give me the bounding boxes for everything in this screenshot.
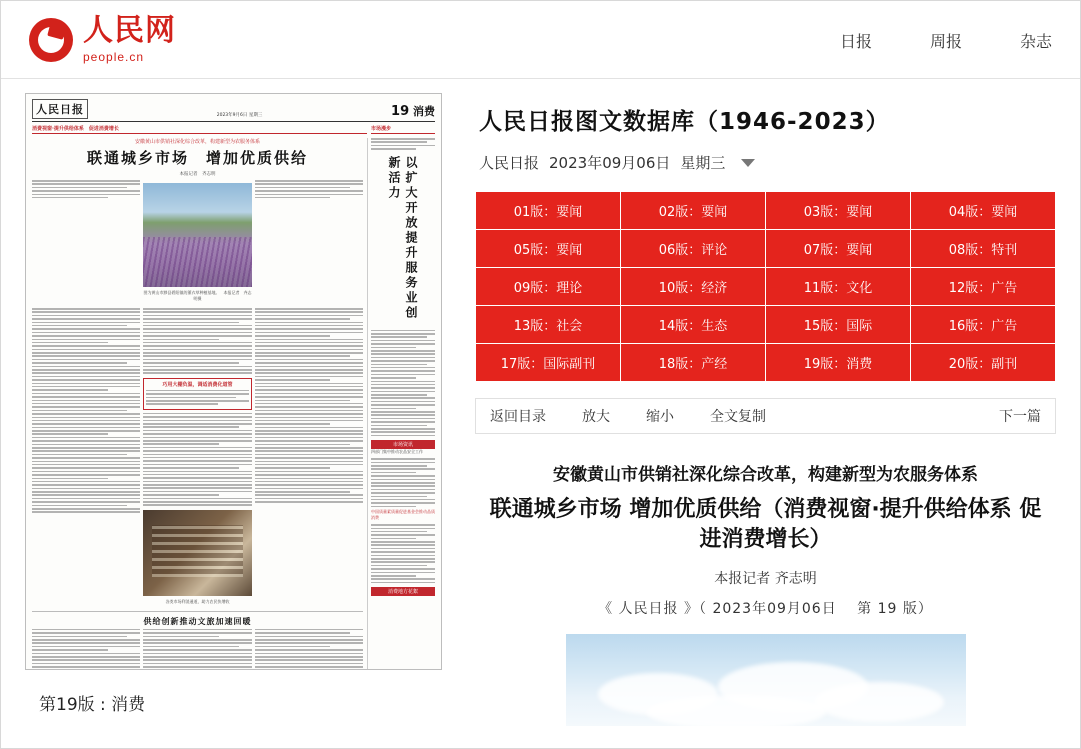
newspaper-text-block [32,180,140,305]
paper-name: 人民日报 [479,154,540,172]
nav-item-magazine[interactable]: 杂志 [1019,31,1052,51]
article-source: 《 人民日报 》（ 2023年09月06日 第 19 版） [598,601,933,618]
brand-text [83,13,176,64]
newspaper-sidebox [143,378,251,410]
newspaper-byline: 本报记者 齐志明 [179,172,216,177]
page-link-03[interactable]: 03版：要闻 [766,192,911,230]
brand-name-en: people.cn [83,50,145,64]
masthead-date: 2023年9月6日 星期三 [216,113,263,118]
page-link-20[interactable]: 20版：副刊 [911,344,1056,382]
database-pane [453,79,1080,748]
page-link-02[interactable]: 02版：要闻 [621,192,766,230]
table-row [476,268,1056,306]
newspaper-side-column [367,138,435,670]
next-article-button[interactable]: 下一篇 [999,409,1041,425]
page-link-01[interactable]: 01版：要闻 [476,192,621,230]
site-logo[interactable] [29,13,176,64]
newspaper-footer-note: 中国质量素质量促进基金会推动品质消费 [371,509,435,521]
issue-date: 2023年09月06日 [549,154,671,172]
newspaper-text-block [146,390,248,405]
page-link-07[interactable]: 07版：要闻 [766,230,911,268]
masthead-page-number [391,103,435,119]
newspaper-sidebox-title: 巧用大棚负温，调适消费化道管 [162,381,233,388]
newspaper-pane [1,79,453,748]
newspaper-second-column [143,308,251,608]
article-author: 本报记者 齐志明 [714,571,817,588]
cloud-shape [814,682,944,722]
newspaper-secondary-photo [143,510,251,596]
article-toolbar [475,398,1056,434]
article-title: 联通城乡市场 增加优质供给（消费视窗·提升供给体系 促进消费增长） [489,497,1042,552]
page-link-06[interactable]: 06版：评论 [621,230,766,268]
page-link-19[interactable]: 19版：消费 [766,344,911,382]
page-link-10[interactable]: 10版：经济 [621,268,766,306]
newspaper-divider [32,611,363,612]
newspaper-lede-columns [32,180,363,305]
page-title: 人民日报图文数据库（1946-2023） [479,109,890,135]
page-link-17[interactable]: 17版：国际副刊 [476,344,621,382]
newspaper-subhead: 供给创新推动文旅加速回暖 [143,616,252,626]
newspaper-secondary-photo-caption: 各类市场利消通道，助力农民快增收 [165,598,230,604]
page-link-11[interactable]: 11版：文化 [766,268,911,306]
newspaper-text-block [371,330,435,437]
table-row [476,306,1056,344]
copy-full-text-button[interactable]: 全文复制 [710,409,766,425]
newspaper-text-block [143,629,251,670]
newspaper-headline: 联通城乡市场 增加优质供给 [86,149,308,167]
newspaper-columns [32,138,435,670]
page-link-15[interactable]: 15版：国际 [766,306,911,344]
page-link-12[interactable]: 12版：广告 [911,268,1056,306]
page-link-16[interactable]: 16版：广告 [911,306,1056,344]
newspaper-photo-caption: 图为黄山市黟县碧阳镇的薰衣草种植基地。 本报记者 齐志明摄 [143,290,252,301]
newspaper-bottom-columns [32,629,363,670]
page-link-09[interactable]: 09版：理论 [476,268,621,306]
brand-name-cn: 人民网 [83,13,176,48]
newspaper-masthead [32,99,435,122]
band-right-label: 市场漫步 [371,125,435,134]
table-row [476,344,1056,382]
newspaper-kicker: 安徽黄山市供销社深化综合改革，构建新型为农服务体系 [134,139,260,145]
page-link-18[interactable]: 18版：产经 [621,344,766,382]
newspaper-text-block [143,413,251,506]
top-navigation [840,1,1052,79]
newspaper-text-block [255,629,363,670]
date-selector[interactable] [479,152,1056,173]
newspaper-text-block [255,308,363,608]
newspaper-bottom-bar: 消费地方花絮 [371,587,435,596]
chevron-down-icon[interactable] [741,159,755,167]
article-kicker: 安徽黄山市供销社深化综合改革，构建新型为农服务体系 [553,465,978,485]
masthead-title: 人民日报 [32,99,88,119]
newspaper-page-image[interactable] [25,93,442,670]
newspaper-text-block [143,308,251,374]
back-to-index-button[interactable]: 返回目录 [490,409,546,425]
newspaper-text-block [32,308,140,608]
nav-item-daily[interactable]: 日报 [839,31,872,51]
zoom-out-button[interactable]: 缩小 [646,409,674,425]
newspaper-market-news-item: 四部门集中推动农品安全工作 [371,449,423,455]
newspaper-text-block [255,180,363,305]
site-header [1,1,1080,79]
page-link-04[interactable]: 04版：要闻 [911,192,1056,230]
newspaper-text-block [371,524,435,583]
masthead-page-section: 消费 [412,105,435,118]
newspaper-body-columns [32,308,363,608]
content-area [1,79,1080,748]
page-link-08[interactable]: 08版：特刊 [911,230,1056,268]
page-link-13[interactable]: 13版：社会 [476,306,621,344]
zoom-in-button[interactable]: 放大 [582,409,610,425]
newspaper-photo-block [143,180,251,305]
nav-item-weekly[interactable]: 周报 [929,31,962,51]
page-link-05[interactable]: 05版：要闻 [476,230,621,268]
article-photo [566,634,966,726]
newspaper-text-block [371,138,435,150]
newspaper-vertical-title: 以扩大开放提升服务业创新活力 [387,155,418,321]
page-link-14[interactable]: 14版：生态 [621,306,766,344]
newspaper-photo [143,183,251,287]
toolbar-left-group [490,406,766,426]
newspaper-market-news-header: 市场资讯 [371,440,435,449]
people-cn-logo-icon [29,18,73,62]
table-row [476,192,1056,230]
newspaper-text-block [371,458,435,507]
masthead-page-num: 19 [391,104,410,119]
newspaper-text-block [32,629,140,670]
page-list-table [475,191,1056,382]
band-left-label: 消费视窗·提升供给体系 促进消费增长 [32,125,367,134]
page-caption: 第19版 : 消费 [39,695,146,715]
newspaper-band [32,125,435,134]
cloud-shape [646,695,826,726]
newspaper-main-column [32,138,363,670]
issue-weekday: 星期三 [680,154,726,172]
table-row [476,230,1056,268]
